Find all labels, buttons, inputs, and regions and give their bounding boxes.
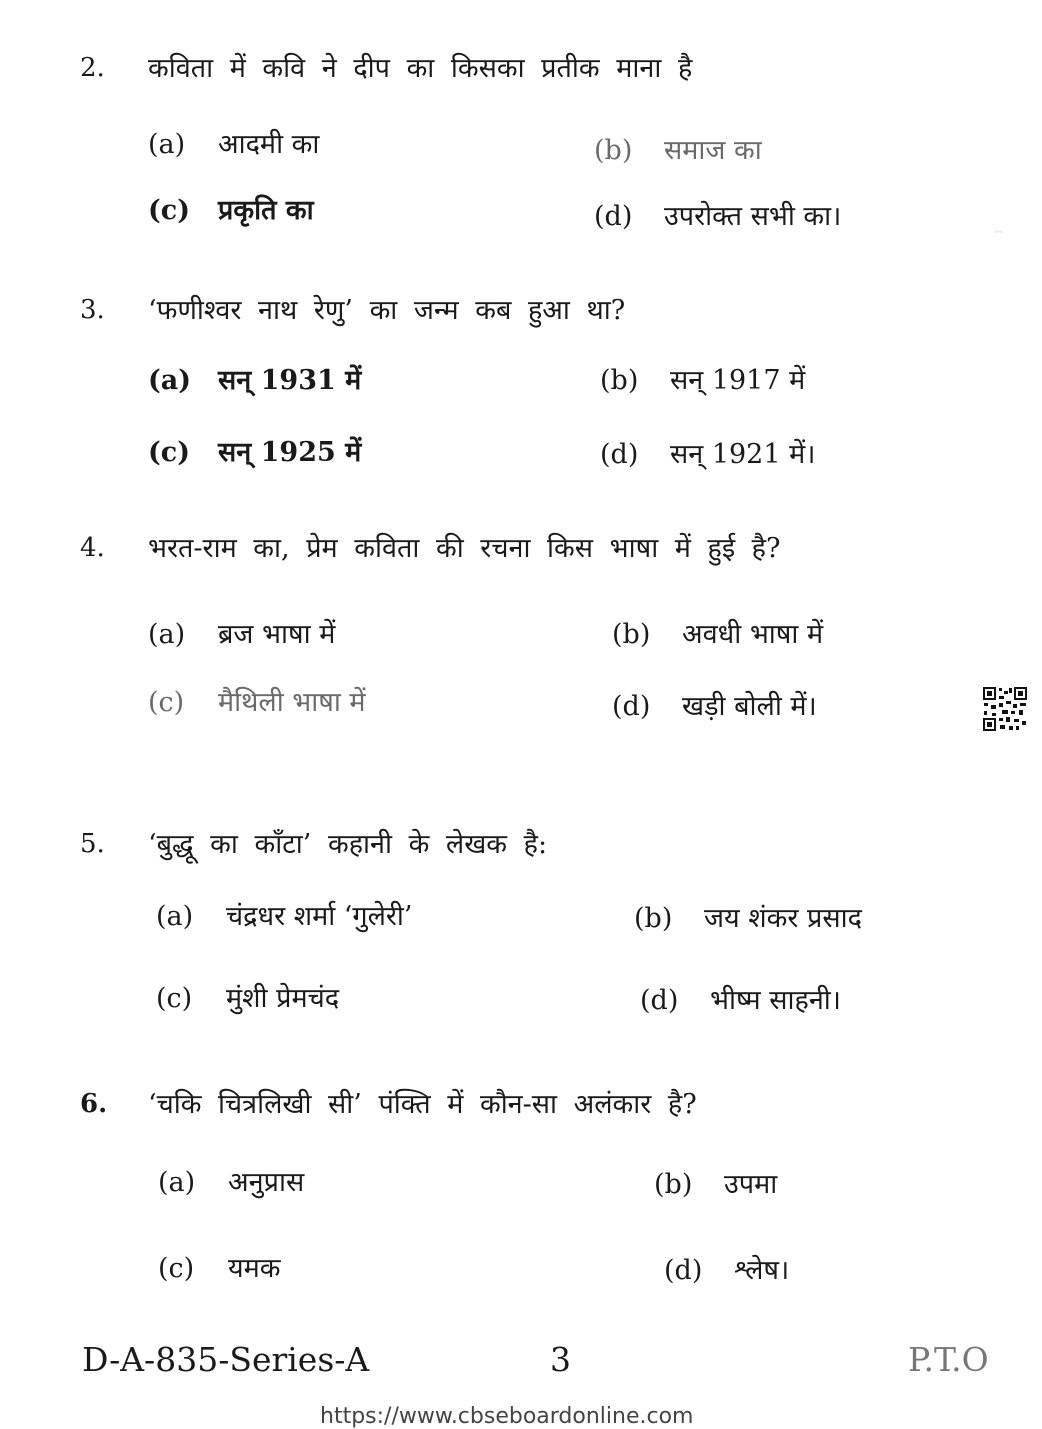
option-label: (a)	[148, 365, 192, 396]
option-text: मुंशी प्रेमचंद	[226, 983, 340, 1014]
option-text: भीष्म साहनी।	[710, 985, 842, 1016]
option-text: यमक	[228, 1253, 281, 1284]
question-4	[80, 528, 960, 722]
option-text: सन् 1931 में	[218, 365, 362, 396]
option-b	[612, 614, 823, 651]
option-a	[148, 360, 361, 397]
option-d	[600, 434, 816, 471]
option-text: जय शंकर प्रसाद	[704, 903, 862, 934]
option-d	[640, 980, 841, 1017]
page-footer	[82, 1340, 1002, 1380]
option-b	[634, 898, 862, 935]
question-5	[80, 824, 960, 1016]
option-text: उपरोक्त सभी का।	[664, 201, 842, 232]
option-c	[148, 432, 361, 469]
paper-code: D-A-835-Series-A	[82, 1340, 370, 1379]
option-c	[156, 978, 339, 1015]
option-a	[148, 614, 335, 651]
option-b	[600, 360, 805, 397]
option-label: (c)	[148, 195, 190, 226]
question-text: ‘बुद्धू का काँटा’ कहानी के लेखक है:	[148, 829, 548, 860]
option-label: (b)	[654, 1169, 693, 1200]
question-3	[80, 290, 960, 482]
option-c	[148, 190, 314, 227]
option-label: (b)	[600, 365, 639, 396]
option-text: श्लेष।	[734, 1255, 790, 1286]
option-label: (c)	[156, 983, 193, 1014]
option-label: (b)	[634, 903, 673, 934]
option-text: अनुप्रास	[228, 1167, 305, 1198]
option-d	[594, 196, 841, 233]
option-text: समाज का	[664, 135, 762, 166]
option-text: सन् 1925 में	[218, 437, 362, 468]
option-text: मैथिली भाषा में	[218, 687, 366, 718]
option-label: (a)	[156, 901, 194, 932]
option-d	[612, 686, 817, 723]
question-2	[80, 48, 960, 230]
option-text: खड़ी बोली में।	[682, 691, 817, 722]
question-number: 2.	[80, 53, 105, 83]
option-label: (a)	[148, 129, 186, 160]
option-d	[664, 1250, 789, 1287]
option-text: सन् 1921 में।	[670, 439, 816, 470]
option-label: (a)	[148, 619, 186, 650]
option-label: (a)	[158, 1167, 196, 1198]
question-number: 3.	[80, 295, 105, 325]
qr-code-icon	[982, 686, 1028, 732]
option-label: (c)	[158, 1253, 195, 1284]
question-text: कविता में कवि ने दीप का किसका प्रतीक माना है	[148, 53, 693, 84]
website-url: https://www.cbseboardonline.com	[320, 1404, 694, 1429]
option-b	[594, 130, 762, 167]
page-number: 3	[550, 1340, 571, 1379]
option-b	[654, 1164, 777, 1201]
question-number: 4.	[80, 533, 105, 563]
option-c	[158, 1248, 281, 1285]
question-text: ‘फणीश्वर नाथ रेणु’ का जन्म कब हुआ था?	[148, 295, 626, 326]
option-label: (d)	[640, 985, 679, 1016]
option-text: चंद्रधर शर्मा ‘गुलेरी’	[226, 901, 413, 932]
option-a	[158, 1162, 304, 1199]
question-text: भरत-राम का, प्रेम कविता की रचना किस भाषा में हुई है?	[148, 533, 781, 564]
option-label: (d)	[594, 201, 633, 232]
pto-label: P.T.O	[908, 1340, 989, 1379]
question-6	[80, 1084, 960, 1286]
option-label: (b)	[594, 135, 633, 166]
option-text: ब्रज भाषा में	[218, 619, 336, 650]
option-label: (d)	[600, 439, 639, 470]
option-text: सन् 1917 में	[670, 365, 806, 396]
option-label: (d)	[664, 1255, 703, 1286]
option-text: आदमी का	[218, 129, 320, 160]
question-number: 6.	[80, 1089, 108, 1119]
option-text: प्रकृति का	[218, 195, 314, 226]
option-a	[156, 896, 413, 933]
option-a	[148, 124, 319, 161]
option-text: उपमा	[724, 1169, 778, 1200]
option-c	[148, 682, 366, 719]
option-label: (d)	[612, 691, 651, 722]
question-number: 5.	[80, 829, 105, 859]
option-text: अवधी भाषा में	[682, 619, 824, 650]
option-label: (c)	[148, 437, 190, 468]
option-label: (b)	[612, 619, 651, 650]
option-label: (c)	[148, 687, 185, 718]
question-text: ‘चकि चित्रलिखी सी’ पंक्ति में कौन-सा अलंकार है?	[148, 1089, 697, 1120]
scan-mark: ···	[994, 228, 1003, 238]
